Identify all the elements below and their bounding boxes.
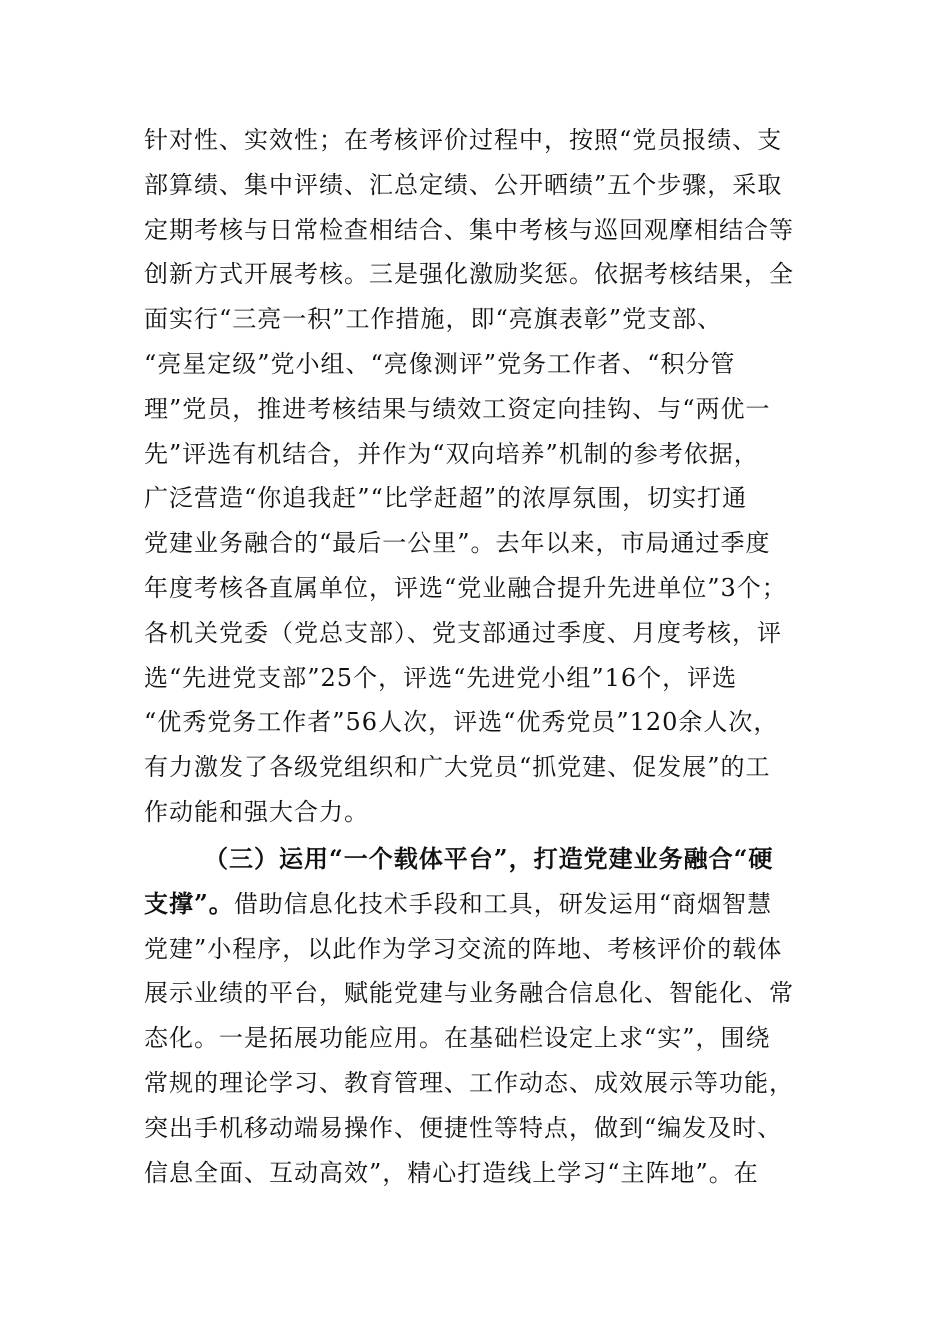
section-heading: （三）运用“一个载体平台”，打造党建业务融合“硬: [204, 844, 774, 873]
text-line: 常规的理论学习、教育管理、工作动态、成效展示等功能，: [144, 1068, 794, 1097]
text-line: 创新方式开展考核。三是强化激励奖惩。依据考核结果，全: [144, 260, 794, 289]
text-line: 有力激发了各级党组织和广大党员“抓党建、促发展”的工: [144, 753, 771, 782]
text-line: 部算绩、集中评绩、汇总定绩、公开晒绩”五个步骤，采取: [144, 170, 783, 199]
section-heading-end: 支撑”。: [144, 888, 234, 918]
text-line: “亮星定级”党小组、“亮像测评”党务工作者、“积分管: [144, 349, 736, 378]
text-line: 理”党员，推进考核结果与绩效工资定向挂钩、与“两优一: [144, 394, 771, 423]
text-line: 定期考核与日常检查相结合、集中考核与巡回观摩相结合等: [144, 215, 794, 244]
text-line: 广泛营造“你追我赶”“比学赶超”的浓厚氛围，切实打通: [144, 484, 748, 513]
text-line: 各机关党委（党总支部）、党支部通过季度、月度考核，评: [144, 618, 782, 647]
text-line: 针对性、实效性；在考核评价过程中，按照“党员报绩、支: [144, 126, 783, 154]
text-line: 先”评选有机结合，并作为“双向培养”机制的参考依据，: [144, 439, 759, 468]
text-line: 面实行“三亮一积”工作措施，即“亮旗表彰”党支部、: [144, 305, 723, 334]
text-line: 党建业务融合的“最后一公里”。去年以来，市局通过季度: [144, 529, 771, 558]
section-text: 借助信息化技术手段和工具，研发运用“商烟智慧: [233, 889, 773, 918]
text-line: 展示业绩的平台，赋能党建与业务融合信息化、智能化、常: [144, 979, 794, 1008]
text-line: 信息全面、互动高效”，精心打造线上学习“主阵地”。在: [144, 1158, 759, 1187]
text-line: 选“先进党支部”25个，评选“先进党小组”16个，评选: [144, 663, 738, 692]
text-line: 党建”小程序，以此作为学习交流的阵地、考核评价的载体: [144, 934, 783, 963]
text-line: [144, 882, 814, 927]
text-line: “优秀党务工作者”56人次，评选“优秀党员”120余人次，: [144, 708, 779, 737]
text-line: 年度考核各直属单位，评选“党业融合提升先进单位”3个；: [144, 573, 787, 602]
text-line: 作动能和强大合力。: [144, 797, 369, 826]
section-paragraph: [144, 837, 814, 1195]
text-line: 突出手机移动端易操作、便捷性等特点，做到“编发及时、: [144, 1113, 783, 1142]
section-heading-line: [144, 837, 814, 882]
paragraph-continuation: [144, 118, 814, 835]
text-line: 态化。一是拓展功能应用。在基础栏设定上求“实”，围绕: [144, 1024, 771, 1053]
